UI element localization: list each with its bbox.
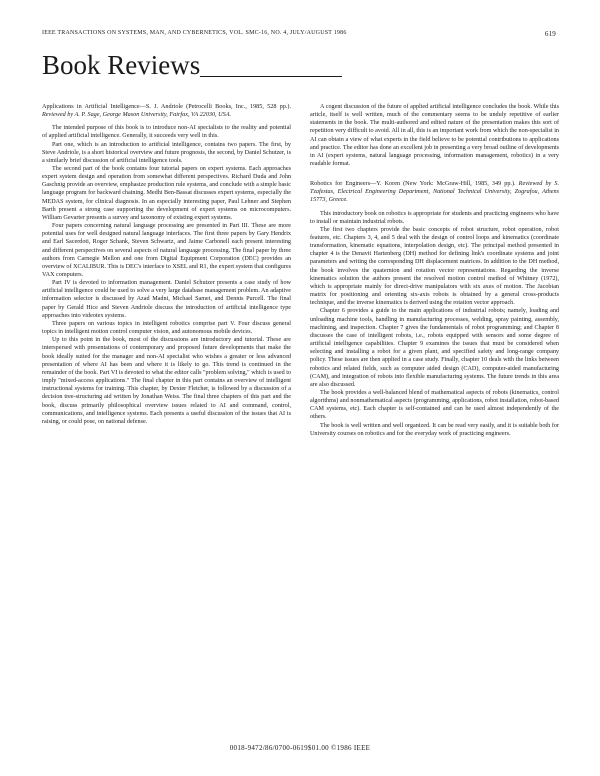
right-column (310, 103, 559, 438)
review1-paragraph: The second part of the book contains four tutorial papers on expert systems. Each approaches expert system design and operation from somewhat different perspectives. Richard Duda and John Gaschnig provide an overview, emphasize production rule systems, and conclude with a simple basic language program for backward chaining. Medhi Ben-Bassat discusses expert systems, especially the MEDAS system, for clinical diagnosis. In an especially interesting paper, Paul Lehner and Stephen Barth present a strong case supporting the development of expert systems on microcomputers. William Gevarter presents a survey and taxonomy of existing expert systems. (42, 165, 291, 221)
review2-heading (310, 180, 559, 204)
review2-paragraph: The first two chapters provide the basic concepts of robot structure, robot operation, robot features, etc. Chapters 3, 4, and 5 deal with the design of control loops and kinematics (coordinate transformation, kinematic equations, interpolation design, etc). The principal method presented in chapter 4 is the Denavit Hartenberg (DH) method for defining link's coordinate systems and joint parameters and writing the corresponding DH displacement matrices. In addition to the DH method, the book involves the quaternion and rotation vector representations. Regarding the inverse kinematics solution the authors present the resolved motion control method of Whitney (1972), which is appropriate mainly for direct-drive manipulators with six axes of motion. The Jacobian matrix for positioning and orienting six-axis robots is obtained by a general cross-products technique, and the inverse kinematics is derived using the rotation vector approach. (310, 226, 559, 307)
review2-paragraph: The book is well written and well organized. It can be read very easily, and it is suitable both for University courses on robotics and for the everyday work of practicing engineers. (310, 422, 559, 437)
title-rule (200, 76, 342, 77)
page-number: 619 (544, 30, 556, 38)
copyright-footer: 0018-9472/86/0700-0619$01.00 ©1986 IEEE (229, 744, 371, 752)
review2-paragraph: The book provides a well-balanced blend of mathematical aspects of robots (kinematics, control algorithms) and nonmathematical aspects (programming, applications, robot installation, robot-based CAM systems, etc). Each chapter is self-contained and can be used almost independently of the others. (310, 389, 559, 421)
running-head (42, 30, 556, 42)
review1-heading (42, 103, 291, 119)
left-column (42, 103, 291, 426)
journal-line: IEEE TRANSACTIONS ON SYSTEMS, MAN, AND CYBERNETICS, VOL. SMC-16, NO. 4, JULY/AUGUST 1986 (42, 30, 347, 36)
review1-book-title: Applications in Artificial Intelligence—S. J. Andriole (Petrocelli Books, Inc., 1985, 528 pp.). (42, 103, 291, 110)
review1-paragraph: The intended purpose of this book is to introduce non-AI specialists to the reality and potential of applied artificial intelligence. Generally, it succeeds very well in this. (42, 125, 291, 140)
review1-reviewer: Reviewed by A. P. Sage, George Mason University, Fairfax, VA 22030, USA. (42, 111, 232, 119)
review2-reviewer: Reviewed by S. Tzafestas, Electrical Engineering Department, National Technical University, Zografou, Athens 15773, Greece. (310, 180, 560, 204)
review2-book-title: Robotics for Engineers—Y. Koren (New York: McGraw-Hill, 1985, 349 pp.). (310, 180, 516, 188)
section-title: Book Reviews (42, 50, 201, 80)
review1-paragraph: Part IV is devoted to information management. Daniel Schutzer presents a case study of how artificial intelligence could be used to solve a very large database management problem. An adaptive information selector is discussed by Azad Madni, Michael Samet, and Dennis Purcell. The final paper by Gerald Hice and Steven Andriole discuss the introduction of artificial intelligence type approaches into videotex systems. (42, 280, 291, 319)
review1-closing-paragraph: A cogent discussion of the future of applied artificial intelligence concludes the book. While this article, itself is well written, much of the commentary seems to be unduly repetitive of earlier statements in the book. The multi-authored and edited nature of the presentation makes this sort of repetition very difficult to avoid. All in all, this is an important work from which the non-specialist in AI can obtain a view of what experts in the field believe to be potential contributions to applications and practice. The editor has done an excellent job in presenting a very broad outline of developments in AI (expert systems, natural language processing, information management, robotics) in a very readable format. (310, 104, 559, 168)
review2-paragraph: This introductory book on robotics is appropriate for students and practicing engineers who have to install or maintain industrial robots. (310, 210, 559, 225)
review1-paragraph: Four papers concerning natural language processing are presented in Part III. These are more potential uses for well designed natural language interfaces. The first three papers by Gary Hendrix and Earl Sacerdoti, Roger Schank, Steven Schwartz, and Jaime Carbonell each present interesting and different perspectives on several aspects of natural language processing. The final paper by three authors from Carnegie Mellon and one from Digital Equipment Corporation (DEC) provides an overview of XCALIBUR. This is DEC's interface to XSEL and R1, the expert system that configures VAX computers. (42, 223, 291, 278)
review1-paragraph: Three papers on various topics in intelligent robotics comprise part V. Four discuss general topics in intelligent motion control computer vision, and autonomous mobile devices. (42, 320, 291, 336)
review1-paragraph: Up to this point in the book, most of the discussions are introductory and tutorial. These are interspersed with presentations of contemporary and proposed future developments that make the book ideally suited for the manager and non-AI specialist who wishes a greater or less advanced presentation of where AI has been and where it is likely to go. This trend is continued in the remainder of the book. Part VI is devoted to what the editor calls "problem solving," which is used to imply "mixed-access applications." The final chapter in this part contains an overview of intelligent instructional systems for training. This chapter, by Dexter Fletcher, is followed by a discussion of a decision tree-structuring aid written by Jonathan Weiss. The final three chapters of this part and the book, discuss primarily philosophical overview issues related to AI and command, control, communications, and intelligence systems. Each presents a useful discussion of the issues that AI is raising, or could pose, on national defense. (42, 337, 291, 425)
review2-paragraph: Chapter 6 provides a guide to the main applications of industrial robots; namely, loading and unloading machine tools, handling in manufacturing processes, welding, spray painting, assembly, machining, and inspection. Chapter 7 gives the fundamentals of robot programming; and Chapter 8 discusses the case of intelligent robots, i.e., robots equipped with sensors and some degree of artificial intelligence capabilities. Chapter 9 examines the issues that must be considered when selecting and installing a robot for a given plant, and specified safety and long-range company policy. These issues are then applied in a case study. Finally, chapter 10 deals with the links between robotics and related fields, such as computer aided design (CAD), computer-aided manufacturing (CAM), and integration of robots into flexible manufacturing systems. The future trends in this area are also discussed. (310, 308, 559, 388)
review1-paragraph: Part one, which is an introduction to artificial intelligence, contains two papers. The first, by Steve Andriole, is a short historical overview and future prognosis, the second, by Daniel Schutzer, is a similarly brief discussion of artificial intelligence tools. (42, 141, 291, 164)
